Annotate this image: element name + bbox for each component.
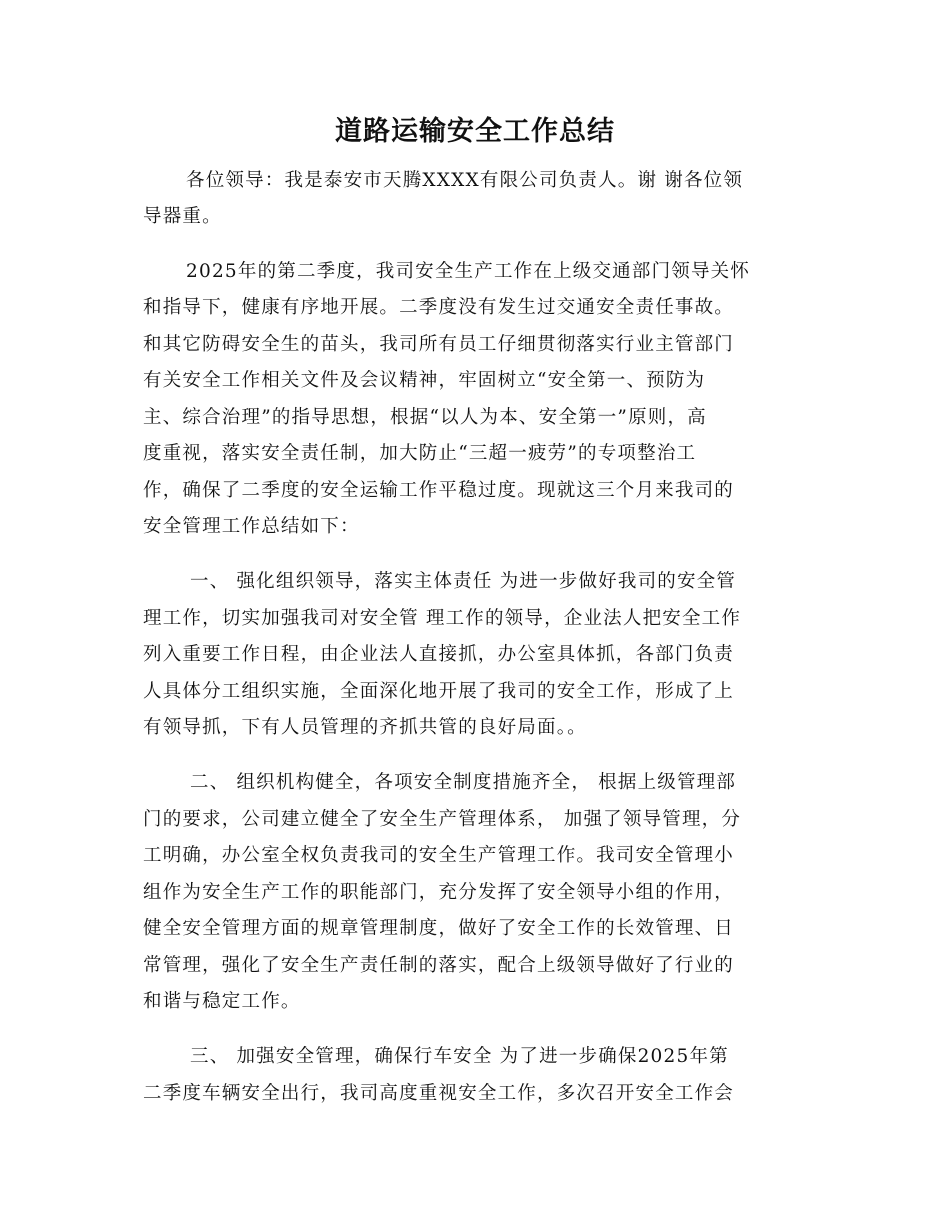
paragraph-3-line-2: 理工作，切实加强我司对安全管 理工作的领导，企业法人把安全工作	[143, 608, 742, 629]
paragraph-2-line-4: 有关安全工作相关文件及会议精神，牢固树立“安全第一、预防为	[143, 370, 706, 391]
document-title: 道路运输安全工作总结	[335, 116, 615, 147]
paragraph-4-line-2: 门的要求，公司建立健全了安全生产管理体系， 加强了领导管理，分	[143, 809, 742, 830]
paragraph-4-line-7: 和谐与稳定工作。	[143, 991, 301, 1012]
paragraph-2-line-2: 和指导下，健康有序地开展。二季度没有发生过交通安全责任事故。	[143, 297, 735, 318]
paragraph-2-line-1: 2025年的第二季度，我司安全生产工作在上级交通部门领导关怀	[186, 261, 751, 282]
paragraph-2-line-8: 安全管理工作总结如下：	[143, 516, 360, 537]
paragraph-4-line-4: 组作为安全生产工作的职能部门，充分发挥了安全领导小组的作用，	[143, 882, 735, 903]
paragraph-3-line-5: 有领导抓，下有人员管理的齐抓共管的良好局面。。	[143, 717, 587, 738]
paragraph-4-line-5: 健全安全管理方面的规章管理制度，做好了安全工作的长效管理、日	[143, 918, 735, 939]
paragraph-1-line-1: 各位领导：我是泰安市天腾XXXX有限公司负责人。谢 谢各位领	[186, 170, 744, 191]
paragraph-5-line-2: 二季度车辆安全出行，我司高度重视安全工作，多次召开安全工作会	[143, 1083, 735, 1104]
paragraph-3-line-4: 人具体分工组织实施，全面深化地开展了我司的安全工作，形成了上	[143, 681, 735, 702]
paragraph-2-line-6: 度重视，落实安全责任制，加大防止“三超一疲劳”的专项整治工	[143, 443, 697, 464]
paragraph-2-line-3: 和其它防碍安全生的苗头，我司所有员工仔细贯彻落实行业主管部门	[143, 334, 735, 355]
paragraph-4-line-1: 二、 组织机构健全，各项安全制度措施齐全， 根据上级管理部	[190, 772, 737, 793]
paragraph-4-line-6: 常管理，强化了安全生产责任制的落实，配合上级领导做好了行业的	[143, 955, 735, 976]
paragraph-2-line-5: 主、综合治理”的指导思想，根据“以人为本、安全第一”原则，高	[143, 407, 707, 428]
paragraph-3-line-1: 一、 强化组织领导，落实主体责任 为进一步做好我司的安全管	[190, 571, 737, 592]
paragraph-5-line-1: 三、 加强安全管理，确保行车安全 为了进一步确保2025年第	[190, 1046, 729, 1067]
paragraph-2-line-7: 作，确保了二季度的安全运输工作平稳过度。现就这三个月来我司的	[143, 480, 735, 501]
paragraph-4-line-3: 工明确，办公室全权负责我司的安全生产管理工作。我司安全管理小	[143, 845, 735, 866]
paragraph-3-line-3: 列入重要工作日程，由企业法人直接抓，办公室具体抓，各部门负责	[143, 644, 735, 665]
paragraph-1-line-2: 导器重。	[143, 206, 222, 227]
